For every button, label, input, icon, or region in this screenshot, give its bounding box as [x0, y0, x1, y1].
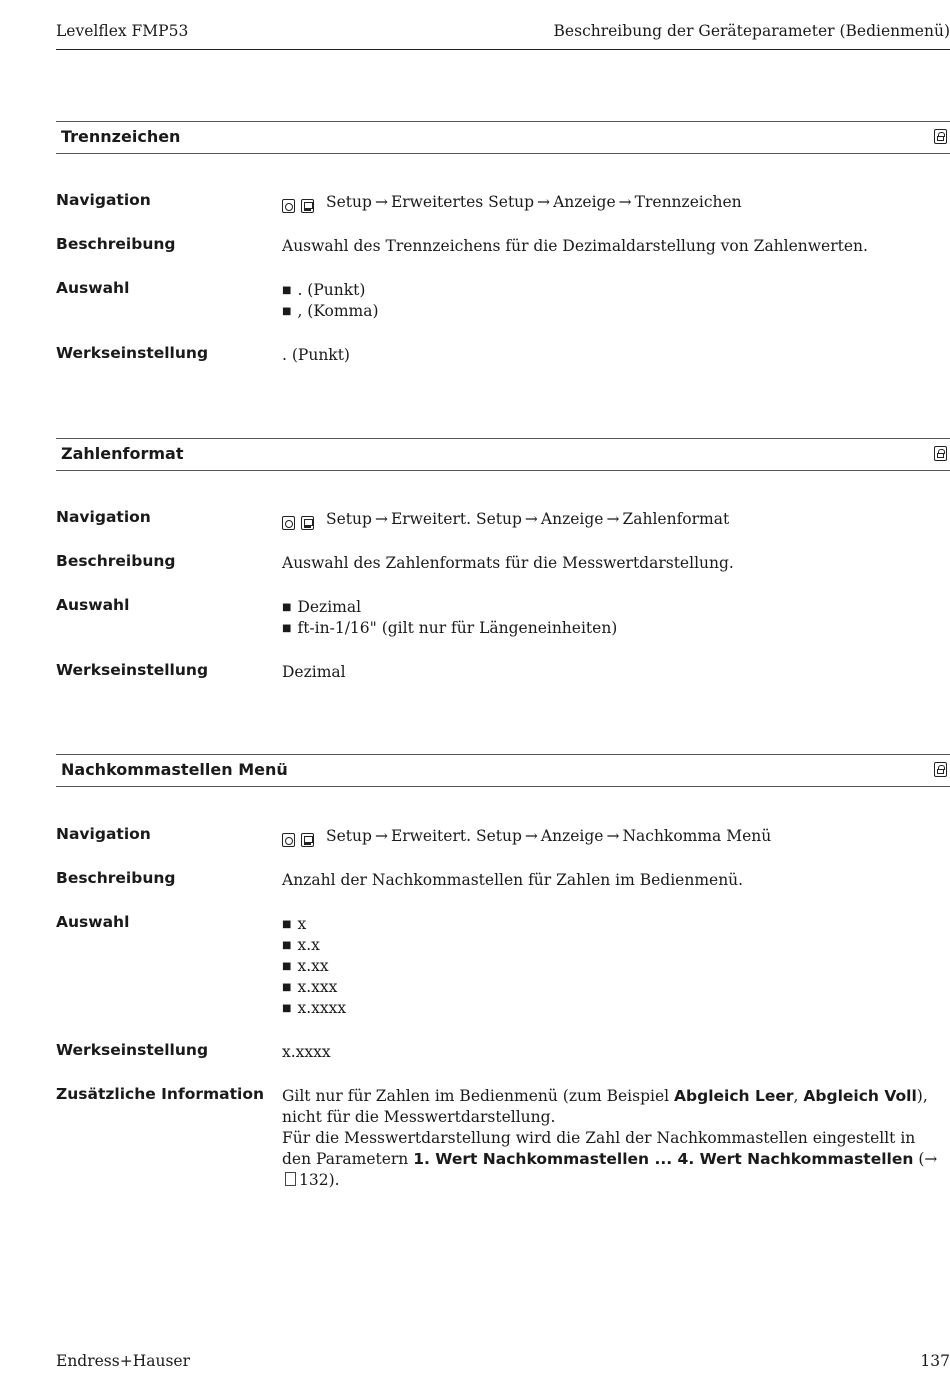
auswahl-list: [282, 280, 942, 322]
page-icon: [285, 1172, 296, 1186]
nav-step: Nachkomma Menü: [622, 827, 772, 845]
nav-step: Setup: [326, 193, 372, 211]
section-title-bar: [56, 121, 950, 154]
nav-step: Erweitert. Setup: [390, 827, 522, 845]
page-reference[interactable]: 132).: [299, 1171, 340, 1189]
operation-icon: [282, 833, 295, 847]
list-item: ■ . (Punkt): [282, 280, 942, 301]
section-title: Nachkommastellen Menü: [61, 760, 288, 779]
lock-icon: [934, 446, 947, 461]
list-item: ■ , (Komma): [282, 301, 942, 322]
beschreibung-label: Beschreibung: [56, 552, 176, 570]
display-icon: [301, 833, 314, 847]
lock-icon: [934, 762, 947, 777]
list-item: ■ ft-in-1/16" (gilt nur für Längeneinheiten): [282, 618, 942, 639]
navigation-label: Navigation: [56, 825, 151, 843]
page-header: [56, 0, 950, 50]
werkseinstellung-value: . (Punkt): [282, 346, 350, 364]
section-title: Zahlenformat: [61, 444, 184, 463]
nav-step: Anzeige: [540, 510, 604, 528]
company-name: Endress+Hauser: [56, 1352, 190, 1370]
zusatz-label: Zusätzliche Information: [56, 1085, 265, 1103]
nav-step: Anzeige: [553, 193, 616, 211]
section-title: Trennzeichen: [61, 127, 181, 146]
section-title-bar: [56, 754, 950, 787]
nav-step: Trennzeichen: [634, 193, 742, 211]
auswahl-label: Auswahl: [56, 596, 130, 614]
beschreibung-text: Auswahl des Zahlenformats für die Messwertdarstellung.: [282, 554, 734, 572]
list-item: ■ x.xxx: [282, 977, 942, 998]
section-title-bar: [56, 438, 950, 471]
navigation-path: Setup → Erweitert. Setup → Anzeige → Zahlenformat: [282, 509, 942, 533]
display-icon: [301, 199, 314, 213]
parameter-name: Abgleich Leer: [674, 1087, 794, 1105]
list-item: ■ x: [282, 914, 942, 935]
list-item: ■ x.xxxx: [282, 998, 942, 1019]
werkseinstellung-label: Werkseinstellung: [56, 344, 209, 362]
auswahl-list: [282, 597, 942, 639]
beschreibung-label: Beschreibung: [56, 235, 176, 253]
lock-icon: [934, 129, 947, 144]
auswahl-label: Auswahl: [56, 279, 130, 297]
parameter-name: 1. Wert Nachkommastellen ... 4. Wert Nachkommastellen: [413, 1150, 914, 1168]
werkseinstellung-value: Dezimal: [282, 663, 346, 681]
beschreibung-text: Anzahl der Nachkommastellen für Zahlen im Bedienmenü.: [282, 871, 744, 889]
navigation-path: Setup → Erweitertes Setup → Anzeige → Trennzeichen: [282, 192, 942, 216]
nav-step: Erweitert. Setup: [390, 510, 522, 528]
section-nachkommastellen: [56, 754, 950, 1189]
zusatz-text: Gilt nur für Zahlen im Bedienmenü (zum Beispiel Abgleich Leer, Abgleich Voll), nicht für die Messwertdarstellung. Für die Messwertdarstellung wird die Zahl der Nachkommastellen eingestellt in den Parametern 1. Wert Nachkommastellen ... 4. Wert Nachkommastellen (→132).: [282, 1087, 938, 1189]
werkseinstellung-label: Werkseinstellung: [56, 661, 209, 679]
section-zahlenformat: [56, 438, 950, 681]
chapter-title: Beschreibung der Geräteparameter (Bedienmenü): [553, 22, 950, 40]
navigation-path: Setup → Erweitert. Setup → Anzeige → Nachkomma Menü: [282, 826, 942, 850]
display-icon: [301, 516, 314, 530]
nav-step: Setup: [326, 827, 372, 845]
list-item: ■ x.xx: [282, 956, 942, 977]
nav-step: Erweitertes Setup: [390, 193, 535, 211]
parameter-name: Abgleich Voll: [803, 1087, 917, 1105]
operation-icon: [282, 516, 295, 530]
list-item: ■ x.x: [282, 935, 942, 956]
nav-step: Anzeige: [540, 827, 604, 845]
beschreibung-text: Auswahl des Trennzeichens für die Dezimaldarstellung von Zahlenwerten.: [282, 237, 868, 255]
auswahl-list: [282, 914, 942, 1019]
werkseinstellung-label: Werkseinstellung: [56, 1041, 209, 1059]
nav-step: Setup: [326, 510, 372, 528]
page-number: 137: [920, 1352, 950, 1370]
document-title: Levelflex FMP53: [56, 22, 189, 40]
navigation-label: Navigation: [56, 508, 151, 526]
beschreibung-label: Beschreibung: [56, 869, 176, 887]
section-trennzeichen: [56, 121, 950, 364]
operation-icon: [282, 199, 295, 213]
nav-step: Zahlenformat: [622, 510, 730, 528]
werkseinstellung-value: x.xxxx: [282, 1043, 331, 1061]
auswahl-label: Auswahl: [56, 913, 130, 931]
list-item: ■ Dezimal: [282, 597, 942, 618]
navigation-label: Navigation: [56, 191, 151, 209]
